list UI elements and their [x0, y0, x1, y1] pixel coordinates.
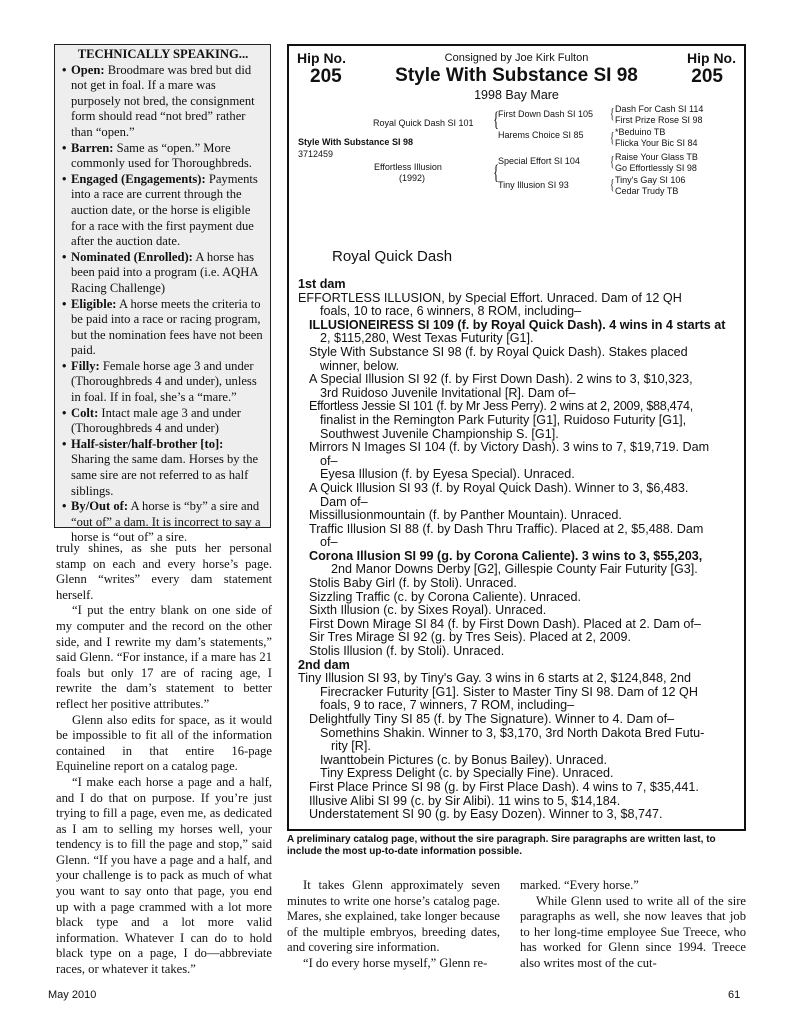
dam-line: finalist in the Remington Park Futurity [G1], Ruidoso Futurity [G1],: [320, 412, 687, 427]
sire-heading: Royal Quick Dash: [332, 248, 453, 265]
paragraph: “I make each horse a page and a half, and I do that on purpose. If you’re just trying to fill a page, even me, as dedicated as I am to selling my horses well, your tendency is to fill the page and stop,” said Glenn. “If you have a page and a half, and your challenge is to pack as much of what you want to say onto that page, you end up with a page crammed with a lot more black type and a lot more valid information. Whatever I can do to hold black type on a page, I do—abbreviate races, or whatever it takes.”: [56, 774, 272, 977]
dam-line: winner, below.: [320, 358, 400, 373]
middle-column-text: [287, 878, 500, 972]
dam-line: 3rd Ruidoso Juvenile Invitational [R]. Dam of–: [320, 385, 576, 400]
dam-line: rity [R].: [331, 739, 371, 754]
left-column-text: [56, 541, 272, 978]
footer-date: May 2010: [48, 989, 97, 1001]
dam-line: Missillusionmountain (f. by Panther Mountain). Unraced.: [309, 508, 622, 523]
horse-name: Style With Substance SI 98: [395, 65, 638, 86]
paragraph: It takes Glenn approximately seven minutes to write one horse’s catalog page. Mares, she explained, take longer because of the multiple embryos, breeding dates, and covering sire information.: [287, 878, 500, 955]
term-item: • Eligible: A horse meets the criteria to be paid into a race or racing program, but the nomination fees have not been paid.: [62, 297, 264, 359]
pedigree-dss: Raise Your Glass TB: [615, 152, 698, 162]
paragraph: truly shines, as she puts her personal stamp on each and every horse’s page. Glenn “writes” every dam statement herself.: [56, 541, 272, 602]
technical-terms-sidebar: [54, 44, 271, 545]
dam-line: Firecracker Futurity [G1]. Sister to Master Tiny SI 98. Dam of 12 QH: [320, 684, 698, 699]
dam-line: Tiny Illusion SI 93, by Tiny's Gay. 3 wins in 6 starts at 2, $124,848, 2nd: [298, 671, 692, 686]
dam-line: EFFORTLESS ILLUSION, by Special Effort. Unraced. Dam of 12 QH: [298, 290, 682, 305]
second-dam-label: 2nd dam: [298, 657, 350, 672]
pedigree-dd: Tiny Illusion SI 93: [498, 180, 569, 190]
dam-line: Sir Tres Mirage SI 92 (g. by Tres Seis). Placed at 2, 2009.: [309, 630, 631, 645]
dam-line: Eyesa Illusion (f. by Eyesa Special). Unraced.: [320, 467, 575, 482]
term-item: • Nominated (Enrolled): A horse has been paid into a program (i.e. AQHA Racing Challenge): [62, 250, 264, 297]
sidebar-title: TECHNICALLY SPEAKING...: [77, 47, 249, 61]
brace: {: [610, 154, 615, 170]
pedigree-ddd: Cedar Trudy TB: [615, 186, 679, 196]
dam-line: First Place Prince SI 98 (g. by First Place Dash). 4 wins to 7, $35,441.: [309, 779, 699, 794]
pedigree-dsd: Go Effortlessly SI 98: [615, 163, 697, 173]
brace: {: [610, 106, 615, 122]
dam-line: Sizzling Traffic (c. by Corona Caliente). Unraced.: [309, 589, 582, 604]
dam-line: Effortless Jessie SI 101 (f. by Mr Jess Perry). 2 wins at 2, 2009, $88,474,: [309, 399, 693, 414]
term-item: • Open: Broodmare was bred but did not get in foal. If a mare was purposely not bred, the consignment form should read “not bred” rather than “open.”: [62, 63, 264, 141]
dam-line: foals, 10 to race, 6 winners, 8 ROM, including–: [320, 304, 582, 319]
dam-line: Somethins Shakin. Winner to 3, $3,170, 3rd North Dakota Bred Futu-: [320, 725, 705, 740]
paragraph: Glenn also edits for space, as it would be impossible to fit all of the information contained in that entire 16-page Equineline report on a catalog page.: [56, 712, 272, 774]
term-item: • By/Out of: A horse is “by” a sire and “out of” a dam. It is incorrect to say a horse is “out of” a sire.: [62, 499, 264, 546]
pedigree-reg-no: 3712459: [298, 149, 334, 159]
dam-line: Stolis Illusion (f. by Stoli). Unraced.: [309, 644, 505, 659]
pedigree-ssd: First Prize Rose SI 98: [615, 115, 703, 125]
dam-line: Southwest Juvenile Championship S. [G1].: [320, 426, 559, 441]
right-column-text: [520, 878, 746, 972]
pedigree-dam: Effortless Illusion: [374, 162, 442, 172]
pedigree-subject: Style With Substance SI 98: [298, 137, 413, 147]
dam-line: Stolis Baby Girl (f. by Stoli). Unraced.: [309, 576, 517, 591]
term-item: • Barren: Same as “open.” More commonly used for Thoroughbreds.: [62, 141, 264, 172]
brace: {: [493, 107, 500, 131]
dam-line: of–: [320, 453, 338, 468]
dam-line: Illusive Alibi SI 99 (c. by Sir Alibi). 11 wins to 5, $14,184.: [309, 793, 621, 808]
dam-line: Mirrors N Images SI 104 (f. by Victory Dash). 3 wins to 7, $19,719. Dam: [309, 440, 710, 455]
pedigree-sdd: Flicka Your Bic SI 84: [615, 138, 698, 148]
page-number: 61: [728, 989, 741, 1001]
paragraph: While Glenn used to write all of the sire paragraphs as well, she now leaves that job to her long-time employee Sue Treece, who has worked for Glenn since 1994. Treece also writes most of the cut-: [520, 893, 746, 970]
term-item: • Half-sister/half-brother [to]: Sharing the same dam. Horses by the same sire are not referred to as half siblings.: [62, 437, 264, 499]
pedigree-dds: Tiny's Gay SI 106: [615, 175, 686, 185]
terms-list: [62, 63, 264, 546]
pedigree-sss: Dash For Cash SI 114: [615, 104, 704, 114]
term-item: • Colt: Intact male age 3 and under (Thoroughbreds 4 and under): [62, 406, 264, 437]
term-item: • Engaged (Engagements): Payments into a race are current through the auction date, or the horse is eligible for a race with the first payment due after the auction date.: [62, 172, 264, 250]
dam-line: 2, $115,280, West Texas Futurity [G1].: [320, 331, 534, 346]
pedigree-sds: *Beduino TB: [615, 127, 666, 137]
paragraph: “I put the entry blank on one side of my computer and the record on the other side, and I rewrite my dam’s statements,” said Glenn. “For instance, if a mare has 21 foals but only 17 are of racing age, I rewrite the dam’s statement to better reflect her positive attributes.”: [56, 603, 272, 711]
dam-line: First Down Mirage SI 84 (f. by First Down Dash). Placed at 2. Dam of–: [309, 616, 701, 631]
paragraph: marked. “Every horse.”: [520, 878, 639, 892]
brace: {: [610, 130, 615, 146]
term-item: • Filly: Female horse age 3 and under (Thoroughbreds 4 and under), unless in foal. If in foal, she’s a “mare.”: [62, 359, 264, 406]
dam-line: Dam of–: [320, 494, 368, 509]
hip-number-right: 205: [691, 66, 723, 87]
dam-line: Understatement SI 90 (g. by Easy Dozen). Winner to 3, $8,747.: [309, 807, 663, 822]
dam-line: Style With Substance SI 98 (f. by Royal Quick Dash). Stakes placed: [309, 344, 688, 359]
brace: {: [610, 177, 615, 193]
catalog-page: [287, 44, 746, 831]
paragraph: “I do every horse myself,” Glenn re-: [303, 955, 488, 970]
year-sex: 1998 Bay Mare: [474, 88, 559, 102]
dam-line: Tiny Express Delight (c. by Specially Fine). Unraced.: [320, 766, 614, 781]
dam-line: 2nd Manor Downs Derby [G2], Gillespie County Fair Futurity [G3].: [331, 562, 698, 577]
dam-record: [298, 278, 742, 822]
dam-line: Iwanttobein Pictures (c. by Bonus Bailey). Unraced.: [320, 752, 607, 767]
hip-label-right: Hip No.: [687, 50, 736, 66]
dam-line: Sixth Illusion (c. by Sixes Royal). Unraced.: [309, 603, 547, 618]
pedigree-ss: First Down Dash SI 105: [498, 109, 594, 119]
dam-line: foals, 9 to race, 7 winners, 7 ROM, including–: [320, 698, 575, 713]
dam-line: Delightfully Tiny SI 85 (f. by The Signature). Winner to 4. Dam of–: [309, 712, 675, 726]
pedigree-ds: Special Effort SI 104: [498, 156, 580, 166]
pedigree-sd: Harems Choice SI 85: [498, 130, 584, 140]
dam-line: Corona Illusion SI 99 (g. by Corona Caliente). 3 wins to 3, $55,203,: [309, 548, 703, 563]
dam-line: of–: [320, 535, 338, 550]
dam-line: A Quick Illusion SI 93 (f. by Royal Quick Dash). Winner to 3, $6,483.: [309, 480, 689, 495]
first-dam-label: 1st dam: [298, 277, 346, 291]
hip-number-left: 205: [310, 66, 342, 87]
figure-caption: A preliminary catalog page, without the sire paragraph. Sire paragraphs are written last, to include the most up-to-date information possible.: [287, 834, 716, 857]
pedigree-dam-year: (1992): [399, 173, 426, 183]
dam-line: A Special Illusion SI 92 (f. by First Down Dash). 2 wins to 3, $10,323,: [309, 372, 693, 387]
hip-label-left: Hip No.: [297, 50, 346, 66]
brace: {: [493, 160, 500, 184]
pedigree-sire: Royal Quick Dash SI 101: [373, 118, 474, 128]
dam-line: ILLUSIONEIRESS SI 109 (f. by Royal Quick Dash). 4 wins in 4 starts at: [309, 317, 726, 332]
consignor: Consigned by Joe Kirk Fulton: [444, 52, 589, 64]
dam-line: Traffic Illusion SI 88 (f. by Dash Thru Traffic). Placed at 2, $5,488. Dam: [309, 521, 704, 536]
